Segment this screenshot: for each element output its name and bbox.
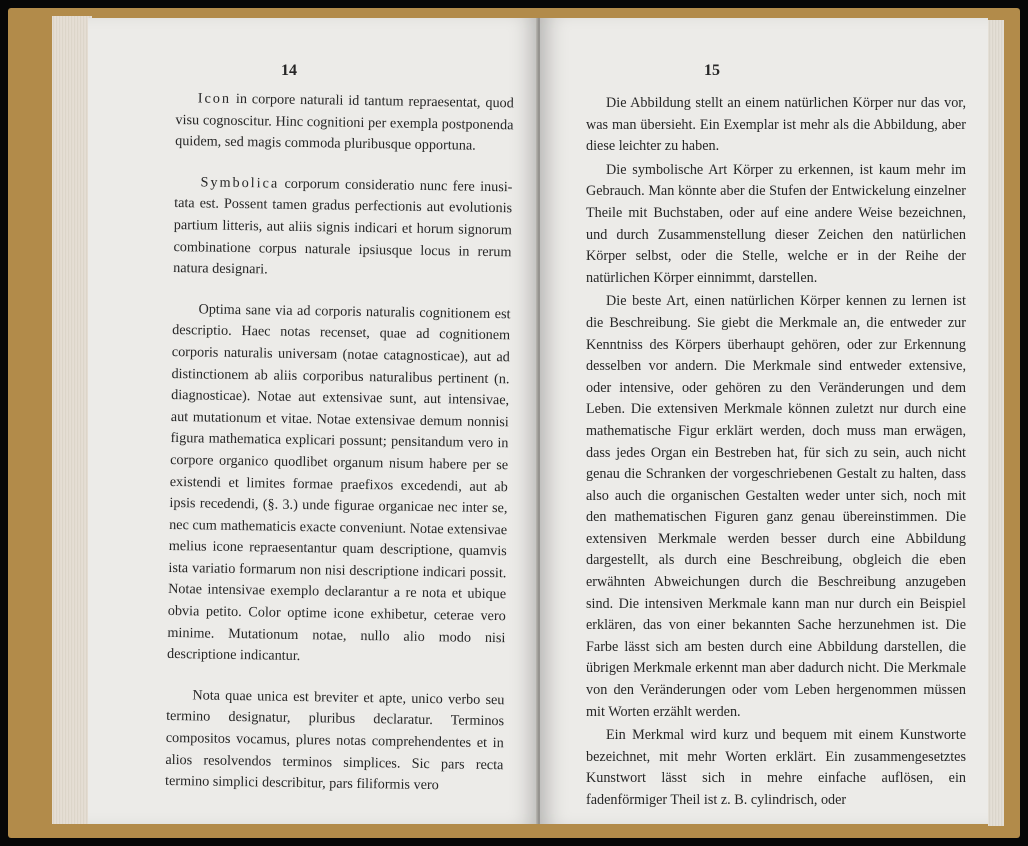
paragraph-symbolica: Symbolica corporum consideratio nunc fere inusitata est. Possent tamen gradus perfectionis aut evolutionis partium litteris, aut aliis signis indicari et horum signorum combinatione corpus naturale ipsiusque locus in rerum natura designari. — [173, 174, 513, 278]
term-symbolica: Symbolica — [200, 174, 280, 192]
page-edges-left — [52, 16, 92, 824]
right-page — [540, 18, 988, 824]
paragraph-descriptio: Optima sane via ad corporis naturalis cognitionem est descriptio. Haec notas recenset, quae ad cognitionem corporis naturalis universam (notae catagnosticae), aut ad distinctionem ab aliis corporibus naturalibus pertinent (n. diagnosticae). Notae aut extensivae sunt, aut intensivae, aut mutationum et vitae. Notae extensivae demum nonnisi figura mathematica explicari possunt; pensitandum vero in corpore organico quodlibet organum nisum habere per se existendi et limites formae praefixos excedendi, aut ab ipsis recedendi, (§. 3.) unde figurae organicae nec inter se, nec cum mathematicis exacte conveniunt. Notae extensivae melius icone repraesentantur quam descriptione, quamvis ista variatio formarum non nisi descriptione indicari possit. Notae intensivae exemplo declarantur a re nota et ubique obvia petito. Color optime icone exhibetur, ceterae vero minime. Mutationum notae, nullo alio modo nisi descriptione indicantur. — [166, 301, 511, 665]
page-number-left: 14 — [281, 62, 297, 79]
paragraph-symbolische: Die symbolische Art Körper zu erkennen, ist kaum mehr im Gebrauch. Man könnte aber die Stufen der Entwickelung einzelner Theile mit Buchstaben, oder auf eine andere Weise bezeichnen, und durch Zusammenstellung dieser Zeichen den natürlichen Körper selbst, oder die Stelle, welche er in der Reihe der natürlichen Körper einnimmt, darstellen. — [586, 161, 966, 286]
paragraph-beschreibung: Die beste Art, einen natürlichen Körper kennen zu lernen ist die Beschreibung. Sie giebt die Merkmale an, die entweder zur Kenntniss des Körpers überhaupt gehören, oder zur Erkennung desselben vor andern. Die Merkmale sind entweder extensive, oder intensive, oder gehören zu den Veränderungen und dem Leben. Die extensiven Merkmale können zuletzt nur durch eine mathematische Figur erklärt werden, doch muss man erwägen, dass jedes Organ ein Bestreben hat, für sich zu sein, auch nicht genau die Schranken der vorgeschriebenen Gestalt zu halten, dass also auch die organischen Gestalten weder unter sich, noch mit den mathematischen Figuren ganz genau übereinstimmen. Die extensiven Merkmale werden besser durch eine Abbildung dargestellt, als durch eine Beschreibung, obgleich die eben erwähnten Abweichungen durch die Beschreibung anzugeben sind. Die intensiven Merkmale kann man nur durch ein Beispiel erklären, das von einer bekannten Sache herzunehmen ist. Die Farbe lässt sich am besten durch eine Abbildung darstellen, die übrigen Merkmale erkennt man aber dadurch nicht. Die Merkmale von den Veränderungen oder vom Leben hergenommen müssen mit Worten erzählt werden. — [586, 293, 966, 720]
paragraph-merkmal: Ein Merkmal wird kurz und bequem mit einem Kunstworte bezeichnet, mit mehr Worten erklärt. Ein zusammengesetztes Kunstwort lässt sich in mehre einfache auflösen, ein fadenförmiger Theil ist z. B. cylindrisch, oder — [586, 727, 966, 808]
paragraph-abbildung: Die Abbildung stellt an einem natürlichen Körper nur das vor, was man übersieht. Ein Exemplar ist mehr als die Abbildung, aber diese leichter zu haben. — [586, 95, 966, 155]
page-number-right: 15 — [704, 62, 720, 79]
paragraph-nota: Nota quae unica est breviter et apte, unico verbo seu termino designatur, pluribus declaratur. Terminos compositos vocamus, plures notas comprehendentes et in alios resolvendos terminos simplices. Sic pars recta termino simplici describitur, pars filiformis vero — [164, 687, 505, 794]
page-edges-right — [988, 20, 1004, 826]
left-page-text — [165, 88, 514, 817]
paragraph-icon: Icon in corpore naturali id tantum repraesentat, quod visu cognoscitur. Hinc cognitioni per exempla postponenda quidem, sed magis commoda pluribusque opportuna. — [175, 90, 514, 154]
left-page — [88, 18, 538, 824]
term-icon: Icon — [197, 90, 232, 107]
right-page-text — [586, 93, 966, 814]
